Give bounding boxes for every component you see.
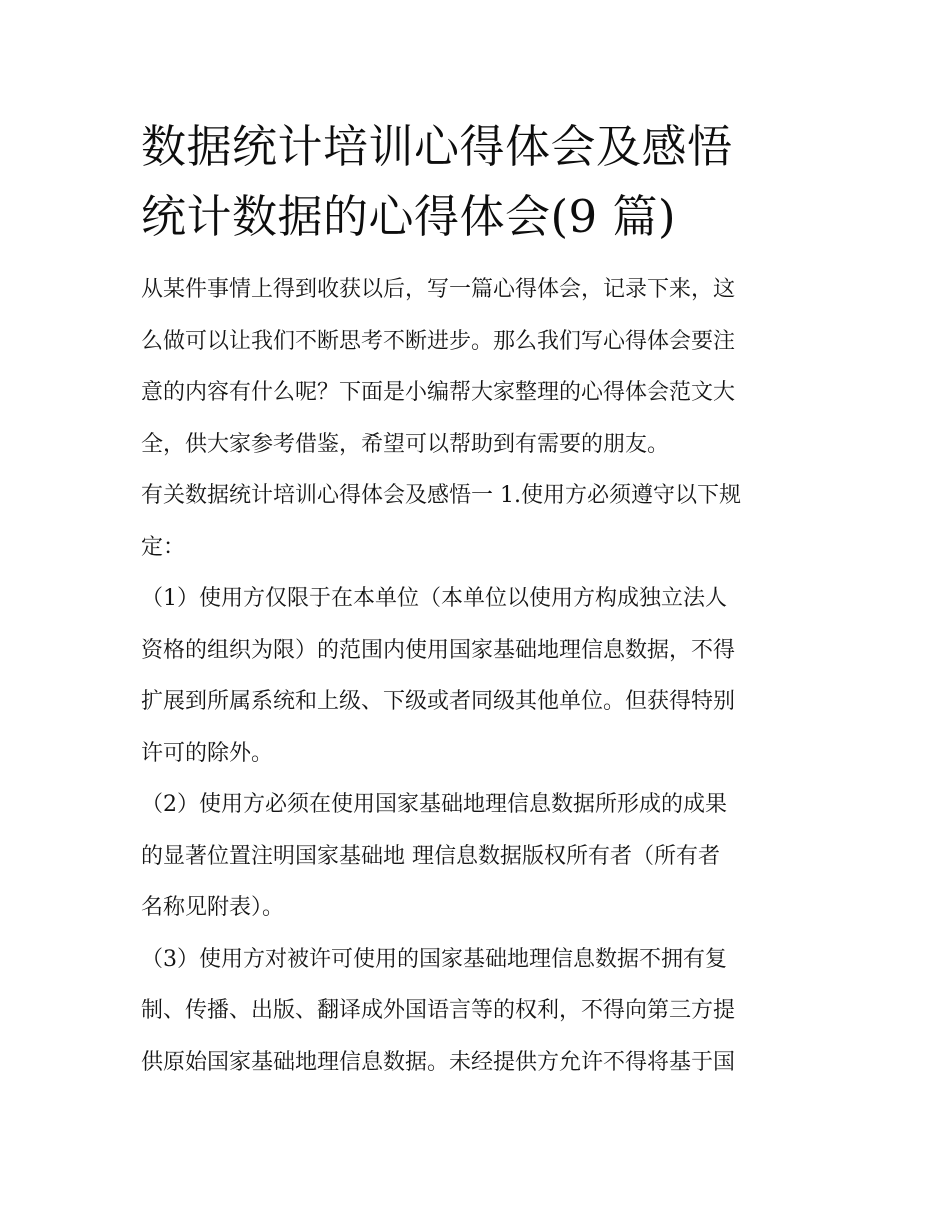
body-line: 的显著位置注明国家基础地 理信息数据版权所有者（所有者 [141, 843, 720, 869]
body-line: 全，供大家参考借鉴，希望可以帮助到有需要的朋友。 [141, 431, 670, 457]
title-line-2: 统计数据的心得体会(9 篇) [141, 190, 677, 243]
body-line: 制、传播、出版、翻译成外国语言等的权利，不得向第三方提 [141, 998, 736, 1023]
body-line: 从某件事情上得到收获以后，写一篇心得体会，记录下来，这 [141, 277, 736, 302]
body-line: 定： [141, 534, 186, 560]
body-line: 许可的除外。 [141, 740, 274, 766]
document-body [141, 264, 816, 1088]
body-line: （2）使用方必须在使用国家基础地理信息数据所形成的成果 [141, 792, 727, 817]
body-line: 扩展到所属系统和上级、下级或者同级其他单位。但获得特别 [141, 689, 736, 714]
body-line: 么做可以让我们不断思考不断进步。那么我们写心得体会要注 [141, 328, 736, 354]
body-line: 资格的组织为限）的范围内使用国家基础地理信息数据，不得 [141, 637, 736, 663]
document-content [141, 112, 816, 1088]
body-line: 名称见附表）。 [141, 895, 285, 920]
body-line: 意的内容有什么呢？下面是小编帮大家整理的心得体会范文大 [141, 380, 736, 405]
title-line-1: 数据统计培训心得体会及感悟 [141, 120, 733, 173]
body-line: 供原始国家基础地理信息数据。未经提供方允许不得将基于国 [141, 1049, 736, 1075]
document-title [141, 112, 816, 252]
body-line: （1）使用方仅限于在本单位（本单位以使用方构成独立法人 [141, 586, 727, 611]
body-line: 有关数据统计培训心得体会及感悟一 1.使用方必须遵守以下规 [141, 483, 741, 508]
body-line: （3）使用方对被许可使用的国家基础地理信息数据不拥有复 [141, 946, 727, 972]
